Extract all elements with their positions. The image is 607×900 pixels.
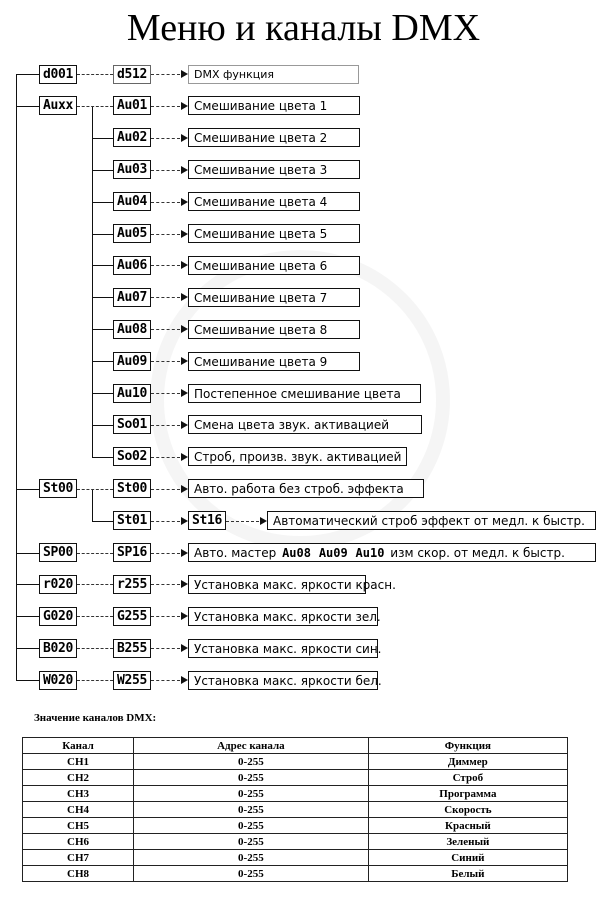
table-header-row: [23, 738, 568, 754]
dashed-connector: [151, 106, 180, 107]
table-row: [23, 754, 568, 770]
branch-connector: [92, 393, 113, 394]
cell-function: Строб: [368, 770, 567, 786]
cell-address: 0-255: [134, 754, 369, 770]
cell-function: Скорость: [368, 802, 567, 818]
cell-function: Красный: [368, 818, 567, 834]
cell-address: 0-255: [134, 866, 369, 882]
cell-channel: CH1: [23, 754, 134, 770]
branch-connector: [92, 138, 113, 139]
main-spine-line: [16, 74, 17, 680]
arrow-icon: [181, 293, 188, 301]
dashed-connector: [151, 680, 180, 681]
header-function: Функция: [368, 738, 567, 754]
spine-connector: [16, 489, 39, 490]
branch-connector: [92, 265, 113, 266]
branch-connector: [92, 170, 113, 171]
code-au10: Au10: [355, 546, 385, 560]
arrow-icon: [181, 580, 188, 588]
menu-code-so02: So02: [113, 447, 151, 466]
function-label: Постепенное смешивание цвета: [188, 384, 421, 403]
function-label: Смешивание цвета 9: [188, 352, 360, 371]
function-label: Смешивание цвета 7: [188, 288, 360, 307]
dashed-connector: [151, 170, 180, 171]
header-address: Адрес канала: [134, 738, 369, 754]
menu-code-r255: r255: [113, 575, 151, 594]
dashed-connector: [151, 234, 180, 235]
arrow-icon: [181, 134, 188, 142]
table-row: [23, 786, 568, 802]
menu-code-au05: Au05: [113, 224, 151, 243]
arrow-icon: [181, 325, 188, 333]
arrow-icon: [181, 261, 188, 269]
table-row: [23, 818, 568, 834]
dashed-connector: [151, 425, 180, 426]
function-label: Смешивание цвета 1: [188, 96, 360, 115]
cell-address: 0-255: [134, 850, 369, 866]
function-label: Смешивание цвета 5: [188, 224, 360, 243]
menu-code-au06: Au06: [113, 256, 151, 275]
arrow-icon: [260, 517, 267, 525]
dashed-connector: [151, 297, 180, 298]
arrow-icon: [181, 612, 188, 620]
function-label: Установка макс. яркости син.: [188, 639, 378, 658]
spine-connector: [16, 616, 39, 617]
function-label: Смена цвета звук. активацией: [188, 415, 422, 434]
menu-code-b255: B255: [113, 639, 151, 658]
function-label: DMX функция: [188, 65, 359, 84]
dashed-connector: [77, 74, 113, 75]
arrow-icon: [181, 166, 188, 174]
branch-connector: [92, 297, 113, 298]
cell-channel: CH6: [23, 834, 134, 850]
dashed-connector: [151, 553, 180, 554]
header-channel: Канал: [23, 738, 134, 754]
menu-code-st00: St00: [113, 479, 151, 498]
cell-function: Зеленый: [368, 834, 567, 850]
arrow-icon: [181, 453, 188, 461]
function-label: Авто. работа без строб. эффекта: [188, 479, 424, 498]
menu-code-au04: Au04: [113, 192, 151, 211]
menu-code-d512: d512: [113, 65, 151, 84]
function-label: Смешивание цвета 6: [188, 256, 360, 275]
cell-address: 0-255: [134, 786, 369, 802]
dashed-connector: [151, 265, 180, 266]
function-label: Смешивание цвета 4: [188, 192, 360, 211]
branch-connector: [92, 425, 113, 426]
table-row: [23, 850, 568, 866]
function-label: Установка макс. яркости бел.: [188, 671, 378, 690]
dashed-connector: [151, 361, 180, 362]
dashed-connector: [151, 202, 180, 203]
table-row: [23, 802, 568, 818]
function-label: Установка макс. яркости красн.: [188, 575, 366, 594]
dmx-channel-table: [22, 737, 568, 882]
branch-connector: [92, 521, 113, 522]
label-text: Авто. мастер: [194, 546, 277, 560]
dashed-connector: [77, 648, 113, 649]
menu-code-au10: Au10: [113, 384, 151, 403]
menu-code-st00: St00: [39, 479, 77, 498]
dashed-connector: [77, 106, 113, 107]
dashed-connector: [151, 648, 180, 649]
function-label: Автоматический строб эффект от медл. к быстр.: [267, 511, 596, 530]
cell-channel: CH3: [23, 786, 134, 802]
dashed-connector: [77, 616, 113, 617]
menu-code-r020: r020: [39, 575, 77, 594]
dashed-connector: [151, 74, 180, 75]
arrow-icon: [181, 676, 188, 684]
dashed-connector: [151, 489, 180, 490]
dashed-connector: [77, 553, 113, 554]
table-row: [23, 866, 568, 882]
dashed-connector: [151, 138, 180, 139]
cell-address: 0-255: [134, 818, 369, 834]
menu-code-d001: d001: [39, 65, 77, 84]
branch-connector: [92, 361, 113, 362]
cell-function: Синий: [368, 850, 567, 866]
cell-function: Белый: [368, 866, 567, 882]
function-label: Смешивание цвета 8: [188, 320, 360, 339]
cell-address: 0-255: [134, 802, 369, 818]
menu-code-b020: B020: [39, 639, 77, 658]
code-au09: Au09: [318, 546, 348, 560]
dashed-connector: [151, 457, 180, 458]
menu-code-w020: W020: [39, 671, 77, 690]
branch-connector: [92, 202, 113, 203]
menu-code-w255: W255: [113, 671, 151, 690]
function-label: Смешивание цвета 3: [188, 160, 360, 179]
label-text: изм скор. от медл. к быстр.: [390, 546, 565, 560]
dmx-table-caption: Значение каналов DMX:: [34, 712, 157, 724]
dashed-connector: [151, 393, 180, 394]
menu-code-g020: G020: [39, 607, 77, 626]
arrow-icon: [181, 70, 188, 78]
dashed-connector: [77, 584, 113, 585]
cell-address: 0-255: [134, 770, 369, 786]
menu-code-au08: Au08: [113, 320, 151, 339]
menu-code-au03: Au03: [113, 160, 151, 179]
cell-channel: CH8: [23, 866, 134, 882]
spine-connector: [16, 648, 39, 649]
menu-code-g255: G255: [113, 607, 151, 626]
arrow-icon: [181, 485, 188, 493]
cell-function: Диммер: [368, 754, 567, 770]
arrow-icon: [181, 389, 188, 397]
dashed-connector: [77, 680, 113, 681]
dashed-connector: [151, 584, 180, 585]
menu-code-st01: St01: [113, 511, 151, 530]
cell-address: 0-255: [134, 834, 369, 850]
spine-connector: [16, 680, 39, 681]
menu-code-sp16: SP16: [113, 543, 151, 562]
cell-channel: CH2: [23, 770, 134, 786]
arrow-icon: [181, 230, 188, 238]
arrow-icon: [181, 421, 188, 429]
function-label: Смешивание цвета 2: [188, 128, 360, 147]
page-title: Меню и каналы DMX: [126, 7, 481, 49]
arrow-icon: [181, 102, 188, 110]
menu-code-so01: So01: [113, 415, 151, 434]
dashed-connector: [151, 521, 180, 522]
spine-connector: [16, 584, 39, 585]
cell-channel: CH5: [23, 818, 134, 834]
arrow-icon: [181, 198, 188, 206]
menu-code-au02: Au02: [113, 128, 151, 147]
cell-function: Программа: [368, 786, 567, 802]
dashed-connector: [151, 329, 180, 330]
dashed-connector: [226, 521, 259, 522]
menu-code-au07: Au07: [113, 288, 151, 307]
dashed-connector: [151, 616, 180, 617]
menu-code-sp00: SP00: [39, 543, 77, 562]
function-label: [188, 543, 596, 562]
menu-code-st16: St16: [188, 511, 226, 530]
arrow-icon: [181, 517, 188, 525]
spine-connector: [16, 74, 39, 75]
st-branch-line: [92, 489, 93, 521]
auxx-branch-line: [92, 106, 93, 457]
cell-channel: CH4: [23, 802, 134, 818]
arrow-icon: [181, 549, 188, 557]
menu-code-au01: Au01: [113, 96, 151, 115]
menu-code-au09: Au09: [113, 352, 151, 371]
branch-connector: [92, 457, 113, 458]
branch-connector: [92, 329, 113, 330]
arrow-icon: [181, 644, 188, 652]
code-au08: Au08: [282, 546, 311, 560]
table-row: [23, 770, 568, 786]
spine-connector: [16, 553, 39, 554]
spine-connector: [16, 106, 39, 107]
cell-channel: CH7: [23, 850, 134, 866]
dashed-connector: [77, 489, 113, 490]
arrow-icon: [181, 357, 188, 365]
function-label: Установка макс. яркости зел.: [188, 607, 378, 626]
function-label: Строб, произв. звук. активацией: [188, 447, 407, 466]
menu-code-auxx: Auxx: [39, 96, 77, 115]
table-row: [23, 834, 568, 850]
branch-connector: [92, 234, 113, 235]
